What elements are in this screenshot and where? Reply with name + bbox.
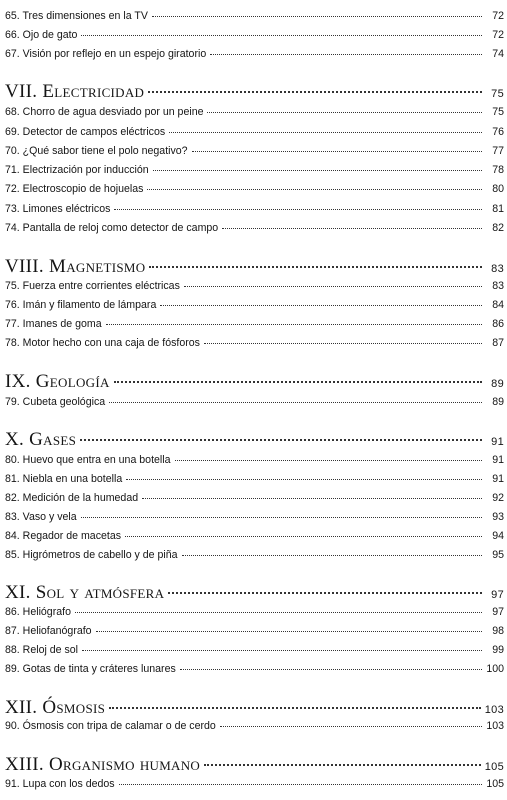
chapter-heading <box>5 581 504 605</box>
dot-leader <box>109 707 481 709</box>
page-number: 89 <box>491 378 504 390</box>
entry-title: 77. Imanes de goma <box>5 318 102 330</box>
page-number: 91 <box>492 454 504 466</box>
dot-leader <box>142 498 482 499</box>
toc-entry <box>5 46 504 63</box>
chapter-heading <box>5 753 504 777</box>
chapter-heading <box>5 428 504 452</box>
toc-entry <box>5 278 504 295</box>
toc-entry <box>5 27 504 44</box>
page-number: 97 <box>492 606 504 618</box>
dot-leader <box>109 402 482 403</box>
entry-title: 84. Regador de macetas <box>5 530 122 542</box>
entry-title: 74. Pantalla de reloj como detector de campo <box>5 222 219 234</box>
toc-entry <box>5 335 504 352</box>
entry-title: 76. Imán y filamento de lámpara <box>5 299 157 311</box>
toc-entry <box>5 509 504 526</box>
toc-entry <box>5 604 504 621</box>
page-number: 93 <box>492 511 504 523</box>
entry-title: 68. Chorro de agua desviado por un peine <box>5 106 204 118</box>
entry-title: 78. Motor hecho con una caja de fósforos <box>5 337 200 349</box>
page-number: 87 <box>492 337 504 349</box>
page-number: 91 <box>491 436 504 448</box>
page-number: 98 <box>492 625 504 637</box>
entry-title: 75. Fuerza entre corrientes eléctricas <box>5 280 180 292</box>
dot-leader <box>81 35 482 36</box>
toc-entry <box>5 104 504 121</box>
page-number: 75 <box>492 106 504 118</box>
page-number: 77 <box>492 145 504 157</box>
chapter-title: VIII. Magnetismo <box>5 256 146 277</box>
page-number: 76 <box>492 126 504 138</box>
toc-entry <box>5 181 504 198</box>
dot-leader <box>204 764 481 766</box>
entry-title: 89. Gotas de tinta y cráteres lunares <box>5 663 176 675</box>
chapter-heading <box>5 370 504 394</box>
dot-leader <box>126 479 482 480</box>
entry-title: 81. Niebla en una botella <box>5 473 123 485</box>
toc-entry <box>5 776 504 793</box>
chapter-title: XI. Sol y atmósfera <box>5 582 165 603</box>
toc-entry <box>5 547 504 564</box>
entry-title: 69. Detector de campos eléctricos <box>5 126 166 138</box>
dot-leader <box>119 784 482 785</box>
chapter-title: VII. Electricidad <box>5 81 145 102</box>
dot-leader <box>147 189 482 190</box>
dot-leader <box>184 286 482 287</box>
entry-title: 90. Ósmosis con tripa de calamar o de cerdo <box>5 720 216 732</box>
dot-leader <box>82 650 482 651</box>
page-number: 95 <box>492 549 504 561</box>
chapter-heading <box>5 80 504 104</box>
page-number: 81 <box>492 203 504 215</box>
entry-title: 83. Vaso y vela <box>5 511 77 523</box>
entry-title: 86. Heliógrafo <box>5 606 71 618</box>
entry-title: 79. Cubeta geológica <box>5 396 106 408</box>
chapter-title: XII. Ósmosis <box>5 697 106 718</box>
dot-leader <box>153 170 482 171</box>
entry-title: 82. Medición de la humedad <box>5 492 139 504</box>
page-number: 105 <box>486 778 504 790</box>
page-number: 99 <box>492 644 504 656</box>
toc-entry <box>5 490 504 507</box>
dot-leader <box>81 517 482 518</box>
page-number: 84 <box>492 299 504 311</box>
page-number: 94 <box>492 530 504 542</box>
entry-title: 71. Electrización por inducción <box>5 164 149 176</box>
dot-leader <box>96 631 482 632</box>
entry-title: 67. Visión por reflejo en un espejo giratorio <box>5 48 207 60</box>
toc-entry <box>5 528 504 545</box>
page-number: 89 <box>492 396 504 408</box>
toc-entry <box>5 316 504 333</box>
chapter-heading <box>5 696 504 720</box>
entry-title: 88. Reloj de sol <box>5 644 79 656</box>
toc-entry <box>5 297 504 314</box>
dot-leader <box>114 381 482 383</box>
toc-entry <box>5 661 504 678</box>
page-number: 78 <box>492 164 504 176</box>
toc-entry <box>5 718 504 735</box>
page-number: 82 <box>492 222 504 234</box>
chapter-title: X. Gases <box>5 429 77 450</box>
dot-leader <box>180 669 482 670</box>
toc-entry <box>5 623 504 640</box>
toc-entry <box>5 201 504 218</box>
entry-title: 66. Ojo de gato <box>5 29 78 41</box>
toc-entry <box>5 642 504 659</box>
page-number: 103 <box>486 720 504 732</box>
toc-entry <box>5 162 504 179</box>
page-number: 91 <box>492 473 504 485</box>
toc-entry <box>5 394 504 411</box>
page-number: 103 <box>484 704 504 716</box>
page-number: 83 <box>491 263 504 275</box>
dot-leader <box>106 324 482 325</box>
toc-entry <box>5 124 504 141</box>
page-number: 100 <box>486 663 504 675</box>
entry-title: 85. Higrómetros de cabello y de piña <box>5 549 178 561</box>
page-number: 83 <box>492 280 504 292</box>
toc-entry <box>5 452 504 469</box>
dot-leader <box>152 16 482 17</box>
dot-leader <box>114 209 482 210</box>
dot-leader <box>160 305 482 306</box>
dot-leader <box>192 151 482 152</box>
chapter-title: IX. Geología <box>5 371 110 392</box>
dot-leader <box>220 726 482 727</box>
dot-leader <box>222 228 482 229</box>
entry-title: 72. Electroscopio de hojuelas <box>5 183 144 195</box>
page-number: 97 <box>491 589 504 601</box>
page-number: 105 <box>484 761 504 773</box>
dot-leader <box>169 132 482 133</box>
dot-leader <box>204 343 482 344</box>
entry-title: 91. Lupa con los dedos <box>5 778 115 790</box>
page-number: 92 <box>492 492 504 504</box>
chapter-title: XIII. Organismo humano <box>5 754 201 775</box>
dot-leader <box>149 266 482 268</box>
entry-title: 80. Huevo que entra en una botella <box>5 454 171 466</box>
dot-leader <box>182 555 482 556</box>
dot-leader <box>168 592 482 594</box>
entry-title: 73. Limones eléctricos <box>5 203 111 215</box>
page-number: 75 <box>491 88 504 100</box>
entry-title: 87. Heliofanógrafo <box>5 625 92 637</box>
page-number: 72 <box>492 29 504 41</box>
chapter-heading <box>5 255 504 279</box>
dot-leader <box>80 439 482 441</box>
dot-leader <box>75 612 482 613</box>
dot-leader <box>148 91 482 93</box>
entry-title: 65. Tres dimensiones en la TV <box>5 10 148 22</box>
page-number: 86 <box>492 318 504 330</box>
entry-title: 70. ¿Qué sabor tiene el polo negativo? <box>5 145 188 157</box>
toc-entry <box>5 143 504 160</box>
dot-leader <box>210 54 482 55</box>
dot-leader <box>175 460 482 461</box>
toc-entry <box>5 220 504 237</box>
page-number: 80 <box>492 183 504 195</box>
page-number: 74 <box>492 48 504 60</box>
toc-entry <box>5 471 504 488</box>
toc-entry <box>5 8 504 25</box>
dot-leader <box>125 536 482 537</box>
dot-leader <box>207 112 482 113</box>
page-number: 72 <box>492 10 504 22</box>
